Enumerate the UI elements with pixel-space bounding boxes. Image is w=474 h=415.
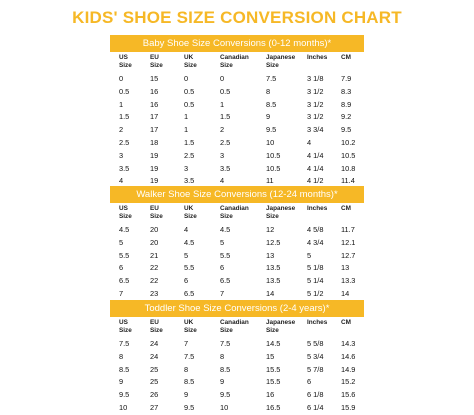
table-cell: 5 1/8	[307, 263, 324, 273]
table-cell: 8.5	[266, 99, 277, 109]
table-cell: 5.5	[119, 250, 130, 260]
column-header: EU Size	[150, 205, 163, 220]
column-header-row	[110, 52, 364, 73]
table-cell: 9	[119, 377, 124, 387]
table-cell: 3	[220, 150, 225, 160]
table-cell: 5	[119, 237, 124, 247]
table-row	[110, 99, 364, 112]
table-cell: 25	[150, 377, 159, 387]
table-cell: 7.5	[266, 74, 277, 83]
table-row	[110, 351, 364, 364]
table-cell: 23	[150, 288, 159, 298]
walker-size-section	[110, 186, 364, 301]
table-cell: 0	[220, 74, 225, 83]
table-cell: 4.5	[184, 237, 195, 247]
table-cell: 16.5	[266, 402, 281, 412]
table-cell: 7	[220, 288, 225, 298]
table-cell: 8.5	[119, 364, 130, 374]
table-cell: 9	[220, 377, 225, 387]
table-cell: 1	[220, 99, 225, 109]
table-cell: 1.5	[119, 112, 130, 122]
table-cell: 16	[150, 99, 159, 109]
table-cell: 6.5	[220, 276, 231, 286]
table-cell: 5 5/8	[307, 339, 324, 348]
table-cell: 5 1/2	[307, 288, 324, 298]
table-cell: 6	[184, 276, 189, 286]
table-cell: 0.5	[119, 86, 130, 96]
table-cell: 12.1	[341, 237, 356, 247]
table-cell: 15.5	[266, 377, 281, 387]
table-cell: 0.5	[184, 99, 195, 109]
table-cell: 10	[220, 402, 229, 412]
table-cell: 9.5	[119, 390, 130, 400]
table-cell: 22	[150, 276, 159, 286]
column-header: Inches	[307, 205, 328, 212]
table-cell: 8.5	[184, 377, 195, 387]
column-header: US Size	[119, 205, 132, 220]
table-cell: 7.5	[184, 351, 195, 361]
table-cell: 8.5	[220, 364, 231, 374]
table-row	[110, 163, 364, 176]
table-cell: 4	[220, 176, 225, 186]
table-cell: 10	[266, 137, 275, 147]
table-cell: 16	[266, 390, 275, 400]
table-cell: 9	[184, 390, 189, 400]
table-cell: 5 7/8	[307, 364, 324, 374]
table-cell: 2	[220, 125, 225, 135]
chart-title: KIDS' SHOE SIZE CONVERSION CHART	[72, 8, 402, 27]
table-cell: 4 1/2	[307, 176, 324, 186]
table-cell: 4 1/4	[307, 150, 324, 160]
table-row	[110, 262, 364, 275]
column-header: CM	[341, 205, 351, 212]
table-cell: 17	[150, 112, 159, 122]
table-cell: 3	[119, 150, 124, 160]
table-row	[110, 237, 364, 250]
table-cell: 1.5	[184, 137, 195, 147]
table-cell: 1	[119, 99, 124, 109]
table-row	[110, 389, 364, 402]
table-cell: 13	[341, 263, 350, 273]
table-cell: 19	[150, 163, 159, 173]
table-cell: 6	[220, 263, 225, 273]
table-cell: 8	[266, 86, 271, 96]
table-cell: 17	[150, 125, 159, 135]
table-row	[110, 86, 364, 99]
table-cell: 13.5	[266, 276, 281, 286]
table-cell: 6 1/8	[307, 390, 324, 400]
table-cell: 2.5	[184, 150, 195, 160]
table-cell: 11.7	[341, 225, 355, 234]
column-header: Japanese Size	[266, 54, 296, 69]
table-cell: 20	[150, 225, 159, 234]
table-cell: 19	[150, 176, 159, 186]
table-cell: 6 1/4	[307, 402, 324, 412]
table-row	[110, 224, 364, 237]
column-header: Canadian Size	[220, 205, 249, 220]
baby-size-section	[110, 35, 364, 188]
column-header: CM	[341, 319, 351, 326]
table-cell: 12	[266, 225, 275, 234]
table-cell: 3.5	[184, 176, 195, 186]
table-cell: 0.5	[220, 86, 231, 96]
table-cell: 0	[119, 74, 124, 83]
table-cell: 7	[119, 288, 124, 298]
table-cell: 5	[307, 250, 312, 260]
table-cell: 15.6	[341, 390, 356, 400]
table-cell: 13	[266, 250, 275, 260]
table-cell: 1	[184, 125, 189, 135]
column-header: US Size	[119, 319, 132, 334]
toddler-section-heading: Toddler Shoe Size Conversions (2-4 years)*	[110, 300, 364, 317]
table-cell: 3.5	[119, 163, 130, 173]
baby-section-heading: Baby Shoe Size Conversions (0-12 months)*	[110, 35, 364, 52]
table-row	[110, 364, 364, 377]
table-cell: 8	[220, 351, 225, 361]
table-cell: 8	[184, 364, 189, 374]
table-cell: 21	[150, 250, 159, 260]
table-cell: 0.5	[184, 86, 195, 96]
table-cell: 24	[150, 339, 159, 348]
table-cell: 9	[266, 112, 271, 122]
table-cell: 2.5	[220, 137, 231, 147]
column-header: Inches	[307, 319, 328, 326]
table-cell: 9.5	[220, 390, 231, 400]
table-cell: 14.9	[341, 364, 356, 374]
column-header: US Size	[119, 54, 132, 69]
table-cell: 8	[119, 351, 124, 361]
walker-section-heading: Walker Shoe Size Conversions (12-24 months)*	[110, 186, 364, 203]
table-cell: 19	[150, 150, 159, 160]
table-cell: 3 1/2	[307, 86, 324, 96]
table-cell: 7.5	[220, 339, 231, 348]
table-cell: 5.5	[220, 250, 231, 260]
table-cell: 14.6	[341, 351, 356, 361]
column-header: EU Size	[150, 54, 163, 69]
table-cell: 11	[266, 176, 274, 186]
table-row	[110, 402, 364, 415]
table-cell: 7	[184, 339, 189, 348]
table-cell: 4	[119, 176, 124, 186]
table-cell: 9.5	[266, 125, 277, 135]
table-cell: 15.5	[266, 364, 281, 374]
table-row	[110, 137, 364, 150]
table-cell: 2.5	[119, 137, 130, 147]
table-cell: 4	[184, 225, 189, 234]
table-cell: 4.5	[220, 225, 231, 234]
table-cell: 5 3/4	[307, 351, 324, 361]
table-cell: 10.5	[266, 163, 281, 173]
table-cell: 4	[307, 137, 312, 147]
table-cell: 6.5	[184, 288, 195, 298]
table-row	[110, 111, 364, 124]
table-cell: 3 1/2	[307, 99, 324, 109]
table-cell: 10.2	[341, 137, 356, 147]
table-cell: 14.3	[341, 339, 356, 348]
table-cell: 15	[266, 351, 275, 361]
table-row	[110, 73, 364, 86]
table-cell: 27	[150, 402, 159, 412]
table-cell: 1.5	[220, 112, 231, 122]
table-cell: 7.5	[119, 339, 130, 348]
column-header: UK Size	[184, 54, 197, 69]
column-header: Inches	[307, 54, 328, 61]
table-cell: 3.5	[220, 163, 231, 173]
table-cell: 18	[150, 137, 159, 147]
table-cell: 13.3	[341, 276, 356, 286]
table-cell: 8.3	[341, 86, 352, 96]
table-cell: 6	[119, 263, 124, 273]
table-cell: 5 1/4	[307, 276, 324, 286]
table-cell: 4 5/8	[307, 225, 324, 234]
table-cell: 5.5	[184, 263, 195, 273]
table-cell: 12.5	[266, 237, 281, 247]
table-cell: 3	[184, 163, 189, 173]
table-cell: 15.9	[341, 402, 356, 412]
table-cell: 9.5	[341, 125, 352, 135]
table-cell: 10.8	[341, 163, 356, 173]
table-row	[110, 376, 364, 389]
table-cell: 5	[184, 250, 189, 260]
table-cell: 8.9	[341, 99, 352, 109]
column-header: UK Size	[184, 319, 197, 334]
table-cell: 5	[220, 237, 225, 247]
column-header: Canadian Size	[220, 319, 249, 334]
table-cell: 11.4	[341, 176, 355, 186]
column-header: EU Size	[150, 319, 163, 334]
table-row	[110, 275, 364, 288]
table-cell: 14	[266, 288, 275, 298]
table-row	[110, 250, 364, 263]
table-cell: 3 3/4	[307, 125, 324, 135]
column-header-row	[110, 203, 364, 224]
table-row	[110, 338, 364, 351]
table-cell: 10	[119, 402, 128, 412]
table-cell: 3 1/8	[307, 74, 324, 83]
table-cell: 6	[307, 377, 312, 387]
table-cell: 9.5	[184, 402, 195, 412]
column-header: Japanese Size	[266, 205, 296, 220]
table-cell: 22	[150, 263, 159, 273]
table-cell: 26	[150, 390, 159, 400]
table-cell: 6.5	[119, 276, 130, 286]
table-cell: 7.9	[341, 74, 352, 83]
table-cell: 12.7	[341, 250, 356, 260]
table-cell: 15	[150, 74, 159, 83]
table-cell: 9.2	[341, 112, 352, 122]
table-row	[110, 124, 364, 137]
column-header: UK Size	[184, 205, 197, 220]
column-header-row	[110, 317, 364, 338]
table-cell: 2	[119, 125, 124, 135]
column-header: Canadian Size	[220, 54, 249, 69]
table-cell: 13.5	[266, 263, 281, 273]
table-cell: 15.2	[341, 377, 356, 387]
table-cell: 14	[341, 288, 350, 298]
table-row	[110, 288, 364, 301]
table-cell: 3 1/2	[307, 112, 324, 122]
column-header: CM	[341, 54, 351, 61]
table-cell: 1	[184, 112, 189, 122]
table-cell: 4 1/4	[307, 163, 324, 173]
toddler-size-section	[110, 300, 364, 415]
table-cell: 16	[150, 86, 159, 96]
table-cell: 14.5	[266, 339, 281, 348]
table-cell: 4 3/4	[307, 237, 324, 247]
table-cell: 10.5	[266, 150, 281, 160]
table-cell: 24	[150, 351, 159, 361]
table-row	[110, 150, 364, 163]
table-cell: 20	[150, 237, 159, 247]
column-header: Japanese Size	[266, 319, 296, 334]
table-cell: 4.5	[119, 225, 130, 234]
table-cell: 10.5	[341, 150, 356, 160]
table-cell: 25	[150, 364, 159, 374]
table-cell: 0	[184, 74, 189, 83]
